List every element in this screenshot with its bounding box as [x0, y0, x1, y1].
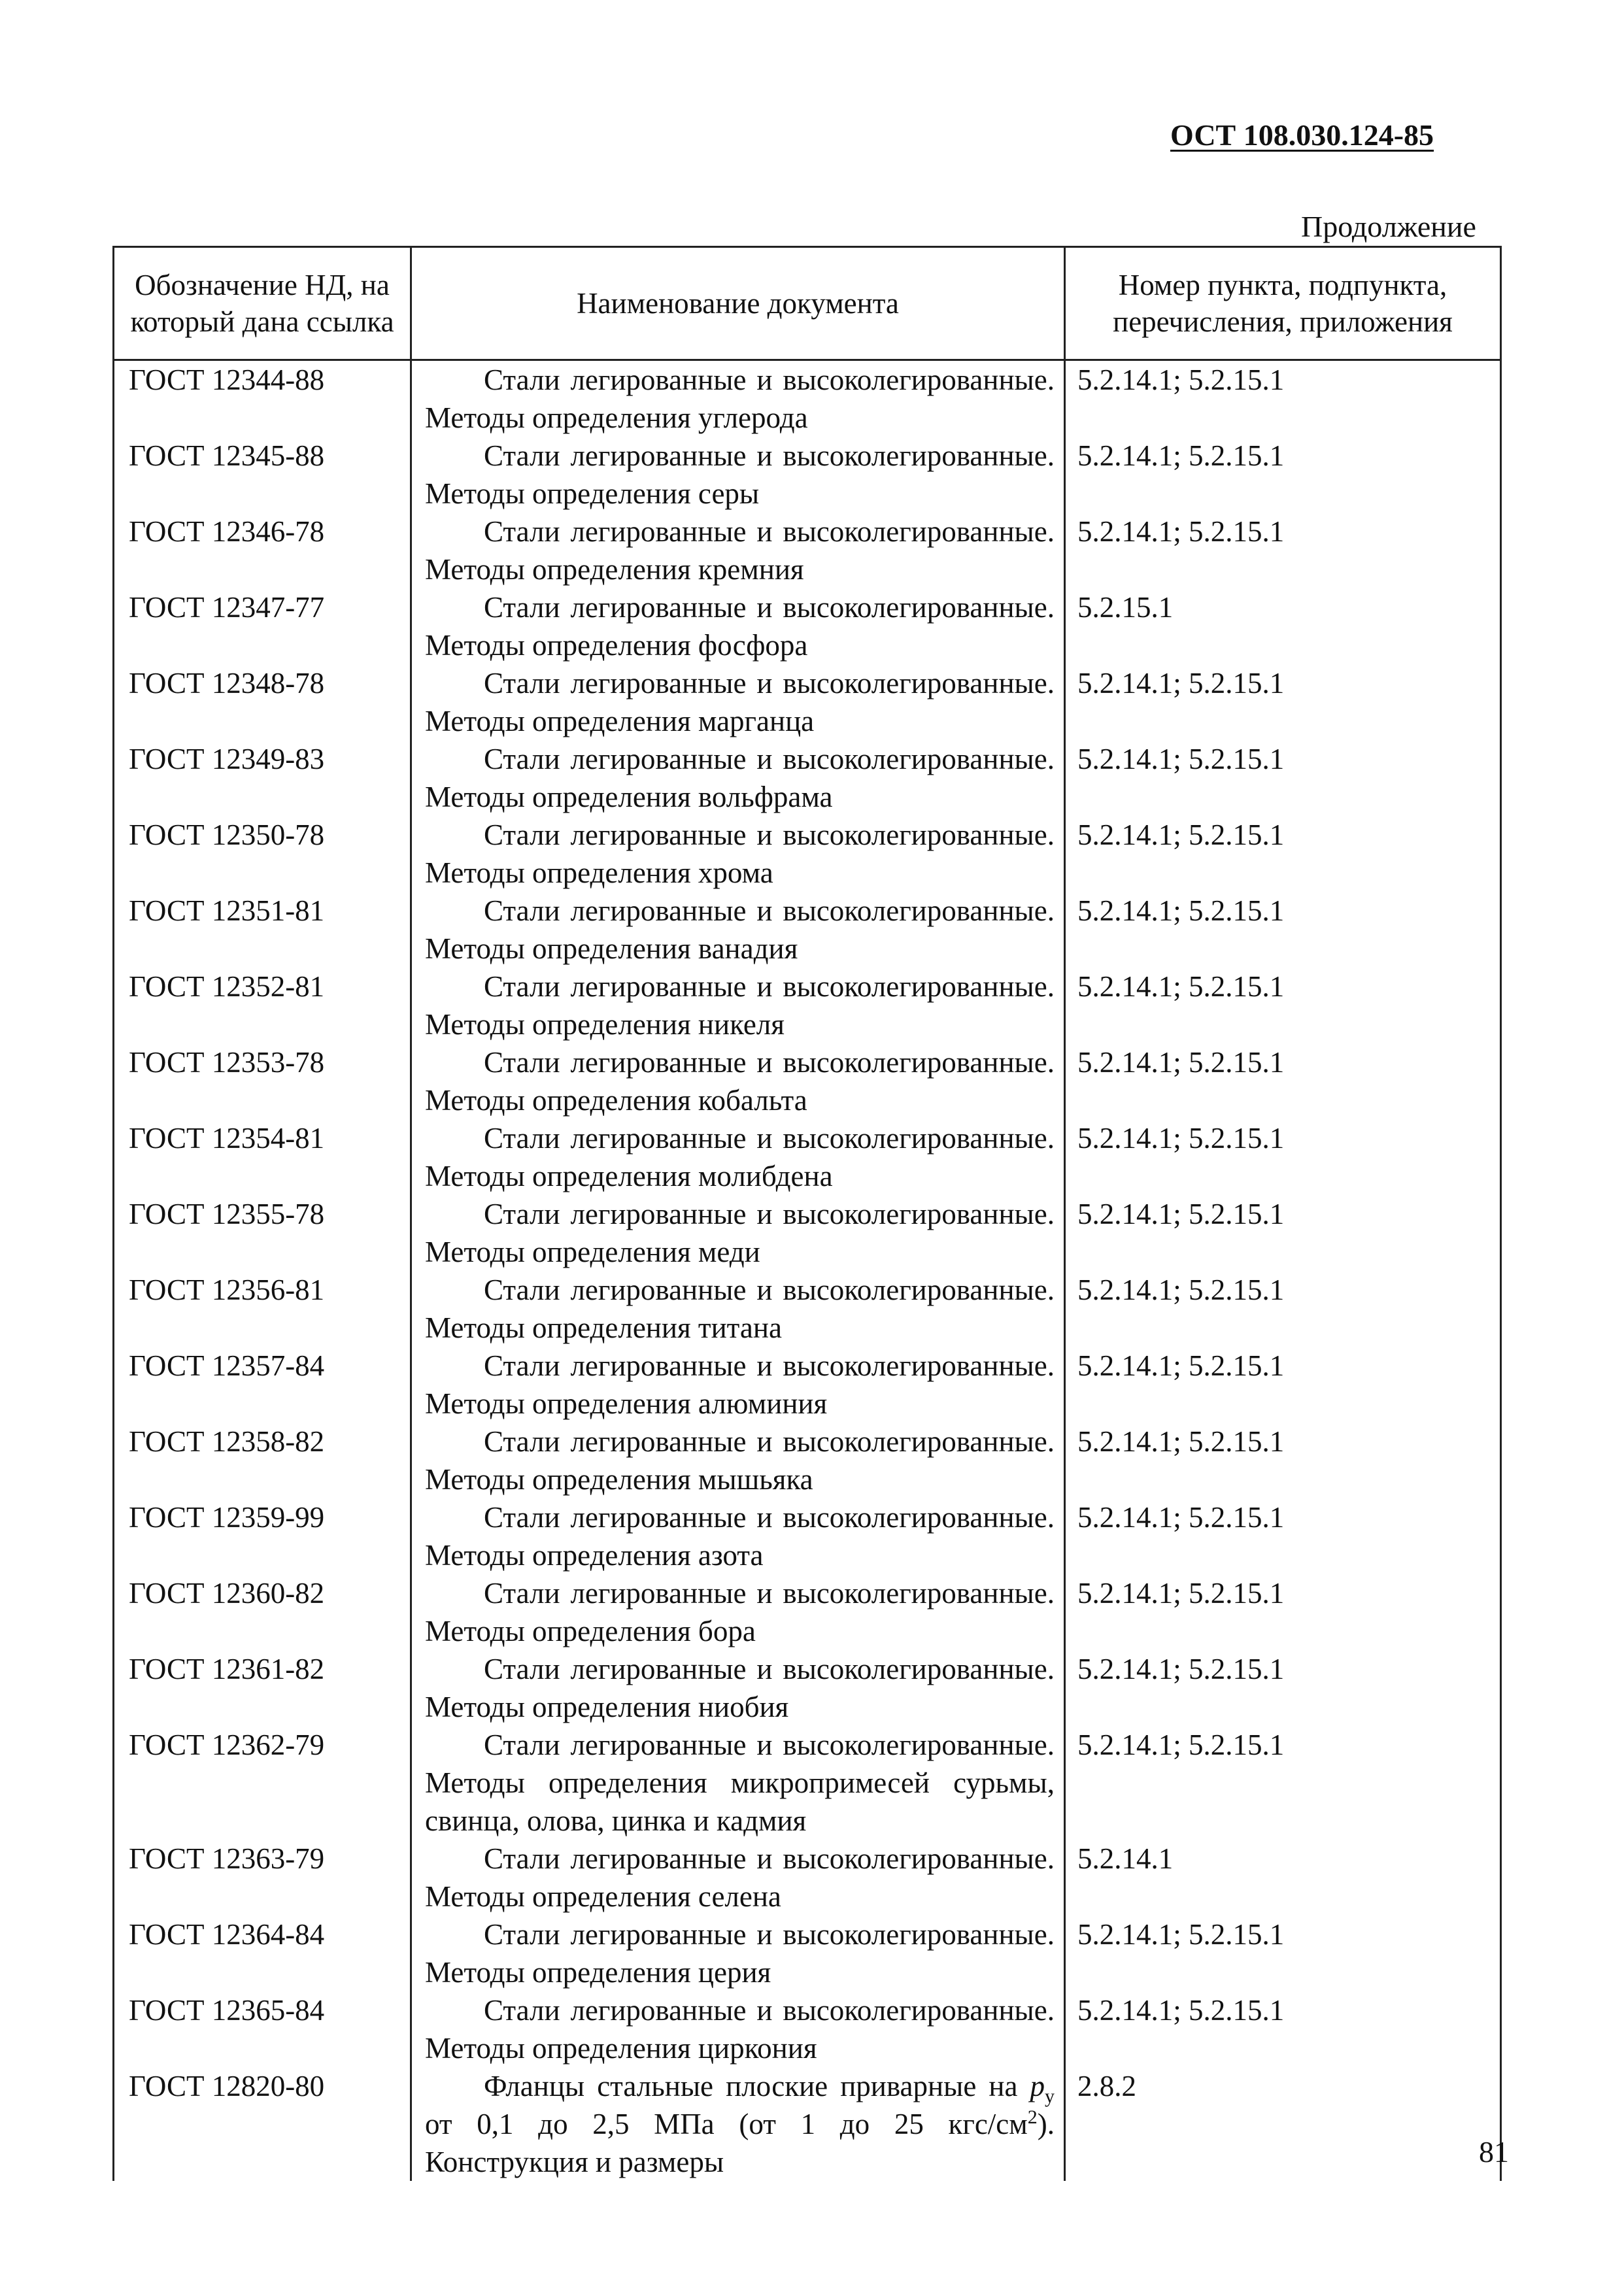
clause-number: 2.8.2	[1065, 2067, 1501, 2181]
document-name-text: Стали легированные и высоколегированные. Методы определения ниобия	[425, 1653, 1055, 1723]
gost-designation: ГОСТ 12361-82	[114, 1650, 411, 1726]
gost-designation: ГОСТ 12360-82	[114, 1574, 411, 1650]
document-name-text: Стали легированные и высоколегированные. Методы определения микропримесей сурьмы, свинца, олова, цинка и кадмия	[425, 1729, 1055, 1837]
gost-designation: ГОСТ 12348-78	[114, 664, 411, 740]
gost-designation: ГОСТ 12365-84	[114, 1991, 411, 2067]
unit-superscript: 2	[1027, 2106, 1038, 2128]
gost-designation: ГОСТ 12346-78	[114, 513, 411, 588]
table-row	[114, 1195, 1501, 1271]
document-name-text: Стали легированные и высоколегированные. Методы определения кобальта	[425, 1046, 1055, 1117]
table-row	[114, 740, 1501, 816]
gost-designation: ГОСТ 12353-78	[114, 1043, 411, 1119]
document-name-text: Стали легированные и высоколегированные. Методы определения титана	[425, 1274, 1055, 1344]
document-name	[411, 1271, 1065, 1347]
document-name	[411, 588, 1065, 664]
clause-number: 5.2.14.1; 5.2.15.1	[1065, 1043, 1501, 1119]
table-row	[114, 513, 1501, 588]
clause-number: 5.2.14.1; 5.2.15.1	[1065, 1195, 1501, 1271]
table-row	[114, 2067, 1501, 2181]
document-name-text: Стали легированные и высоколегированные. Методы определения кремния	[425, 515, 1055, 586]
document-name-text: Стали легированные и высоколегированные. Методы определения селена	[425, 1842, 1055, 1913]
document-name	[411, 968, 1065, 1043]
table-row	[114, 360, 1501, 437]
gost-designation: ГОСТ 12363-79	[114, 1840, 411, 1915]
table-row	[114, 1840, 1501, 1915]
clause-number: 5.2.14.1; 5.2.15.1	[1065, 1991, 1501, 2067]
pressure-symbol: p	[1030, 2070, 1045, 2102]
document-name-text: Стали легированные и высоколегированные. Методы определения ванадия	[425, 894, 1055, 965]
table-row	[114, 1043, 1501, 1119]
document-name-text: Стали легированные и высоколегированные. Методы определения вольфрама	[425, 743, 1055, 813]
document-name-text	[425, 2067, 1055, 2181]
table-row	[114, 968, 1501, 1043]
gost-designation: ГОСТ 12349-83	[114, 740, 411, 816]
gost-designation: ГОСТ 12820-80	[114, 2067, 411, 2181]
clause-number: 5.2.15.1	[1065, 588, 1501, 664]
document-name	[411, 740, 1065, 816]
clause-number: 5.2.14.1; 5.2.15.1	[1065, 740, 1501, 816]
pressure-subscript: у	[1045, 2085, 1055, 2107]
name-part-1: Фланцы стальные плоские приварные на	[484, 2070, 1030, 2102]
table-row	[114, 1915, 1501, 1991]
references-table	[112, 246, 1502, 2181]
document-name-text: Стали легированные и высоколегированные. Методы определения марганца	[425, 667, 1055, 737]
table-row	[114, 1498, 1501, 1574]
page-number: 81	[1479, 2135, 1509, 2168]
document-name	[411, 1726, 1065, 1840]
table-row	[114, 816, 1501, 892]
column-header-clause: Номер пункта, подпункта, перечисления, приложения	[1065, 247, 1501, 360]
gost-designation: ГОСТ 12357-84	[114, 1347, 411, 1423]
table-row	[114, 1423, 1501, 1498]
clause-number: 5.2.14.1; 5.2.15.1	[1065, 1347, 1501, 1423]
clause-number: 5.2.14.1; 5.2.15.1	[1065, 1423, 1501, 1498]
document-name-text: Стали легированные и высоколегированные. Методы определения никеля	[425, 970, 1055, 1041]
clause-number: 5.2.14.1; 5.2.15.1	[1065, 1726, 1501, 1840]
table-row	[114, 588, 1501, 664]
name-part-2: от 0,1 до 2,5 МПа (от 1 до 25 кгс/см	[425, 2108, 1028, 2140]
document-name	[411, 437, 1065, 513]
table-row	[114, 1271, 1501, 1347]
document-name	[411, 360, 1065, 437]
document-name-text: Стали легированные и высоколегированные. Методы определения хрома	[425, 818, 1055, 889]
document-name-text: Стали легированные и высоколегированные. Методы определения бора	[425, 1577, 1055, 1647]
document-name	[411, 1195, 1065, 1271]
table-row	[114, 892, 1501, 968]
document-name-text: Стали легированные и высоколегированные. Методы определения азота	[425, 1501, 1055, 1572]
document-name-text: Стали легированные и высоколегированные. Методы определения молибдена	[425, 1122, 1055, 1192]
name-part-3: ). Конструкция и размеры	[425, 2108, 1055, 2178]
table-row	[114, 437, 1501, 513]
document-name	[411, 1991, 1065, 2067]
document-name-text: Стали легированные и высоколегированные. Методы определения церия	[425, 1918, 1055, 1989]
column-header-designation: Обозначение НД, на который дана ссылка	[114, 247, 411, 360]
table-header-row	[114, 247, 1501, 360]
document-name-text: Стали легированные и высоколегированные. Методы определения серы	[425, 439, 1055, 510]
clause-number: 5.2.14.1; 5.2.15.1	[1065, 1915, 1501, 1991]
clause-number: 5.2.14.1; 5.2.15.1	[1065, 1498, 1501, 1574]
document-name-text: Стали легированные и высоколегированные. Методы определения циркония	[425, 1994, 1055, 2065]
gost-designation: ГОСТ 12345-88	[114, 437, 411, 513]
document-name	[411, 664, 1065, 740]
table-row	[114, 1119, 1501, 1195]
document-name	[411, 1423, 1065, 1498]
document-name	[411, 2067, 1065, 2181]
document-name	[411, 816, 1065, 892]
clause-number: 5.2.14.1; 5.2.15.1	[1065, 1574, 1501, 1650]
document-name-text: Стали легированные и высоколегированные. Методы определения мышьяка	[425, 1425, 1055, 1496]
document-name-text: Стали легированные и высоколегированные. Методы определения меди	[425, 1198, 1055, 1268]
document-name	[411, 1498, 1065, 1574]
document-name	[411, 513, 1065, 588]
clause-number: 5.2.14.1; 5.2.15.1	[1065, 513, 1501, 588]
table-row	[114, 1347, 1501, 1423]
document-name	[411, 1650, 1065, 1726]
clause-number: 5.2.14.1; 5.2.15.1	[1065, 816, 1501, 892]
clause-number: 5.2.14.1; 5.2.15.1	[1065, 1119, 1501, 1195]
clause-number: 5.2.14.1; 5.2.15.1	[1065, 437, 1501, 513]
gost-designation: ГОСТ 12352-81	[114, 968, 411, 1043]
document-name	[411, 1915, 1065, 1991]
gost-designation: ГОСТ 12362-79	[114, 1726, 411, 1840]
clause-number: 5.2.14.1; 5.2.15.1	[1065, 360, 1501, 437]
gost-designation: ГОСТ 12351-81	[114, 892, 411, 968]
document-name-text: Стали легированные и высоколегированные. Методы определения алюминия	[425, 1349, 1055, 1420]
document-name	[411, 1840, 1065, 1915]
gost-designation: ГОСТ 12364-84	[114, 1915, 411, 1991]
table-row	[114, 1574, 1501, 1650]
gost-designation: ГОСТ 12347-77	[114, 588, 411, 664]
table-row	[114, 664, 1501, 740]
clause-number: 5.2.14.1; 5.2.15.1	[1065, 968, 1501, 1043]
document-name-text: Стали легированные и высоколегированные. Методы определения фосфора	[425, 591, 1055, 662]
table-row	[114, 1726, 1501, 1840]
gost-designation: ГОСТ 12358-82	[114, 1423, 411, 1498]
clause-number: 5.2.14.1	[1065, 1840, 1501, 1915]
table-body	[114, 360, 1501, 2182]
document-name	[411, 1119, 1065, 1195]
document-name-text: Стали легированные и высоколегированные. Методы определения углерода	[425, 363, 1055, 434]
continuation-label: Продолжение	[1301, 210, 1476, 243]
document-number: ОСТ 108.030.124-85	[1170, 118, 1434, 152]
clause-number: 5.2.14.1; 5.2.15.1	[1065, 892, 1501, 968]
gost-designation: ГОСТ 12356-81	[114, 1271, 411, 1347]
clause-number: 5.2.14.1; 5.2.15.1	[1065, 664, 1501, 740]
gost-designation: ГОСТ 12359-99	[114, 1498, 411, 1574]
document-name	[411, 1574, 1065, 1650]
document-name	[411, 892, 1065, 968]
gost-designation: ГОСТ 12344-88	[114, 360, 411, 437]
clause-number: 5.2.14.1; 5.2.15.1	[1065, 1650, 1501, 1726]
table-row	[114, 1650, 1501, 1726]
clause-number: 5.2.14.1; 5.2.15.1	[1065, 1271, 1501, 1347]
gost-designation: ГОСТ 12354-81	[114, 1119, 411, 1195]
gost-designation: ГОСТ 12350-78	[114, 816, 411, 892]
column-header-document-name: Наименование документа	[411, 247, 1065, 360]
table-row	[114, 1991, 1501, 2067]
gost-designation: ГОСТ 12355-78	[114, 1195, 411, 1271]
document-name	[411, 1043, 1065, 1119]
document-name	[411, 1347, 1065, 1423]
